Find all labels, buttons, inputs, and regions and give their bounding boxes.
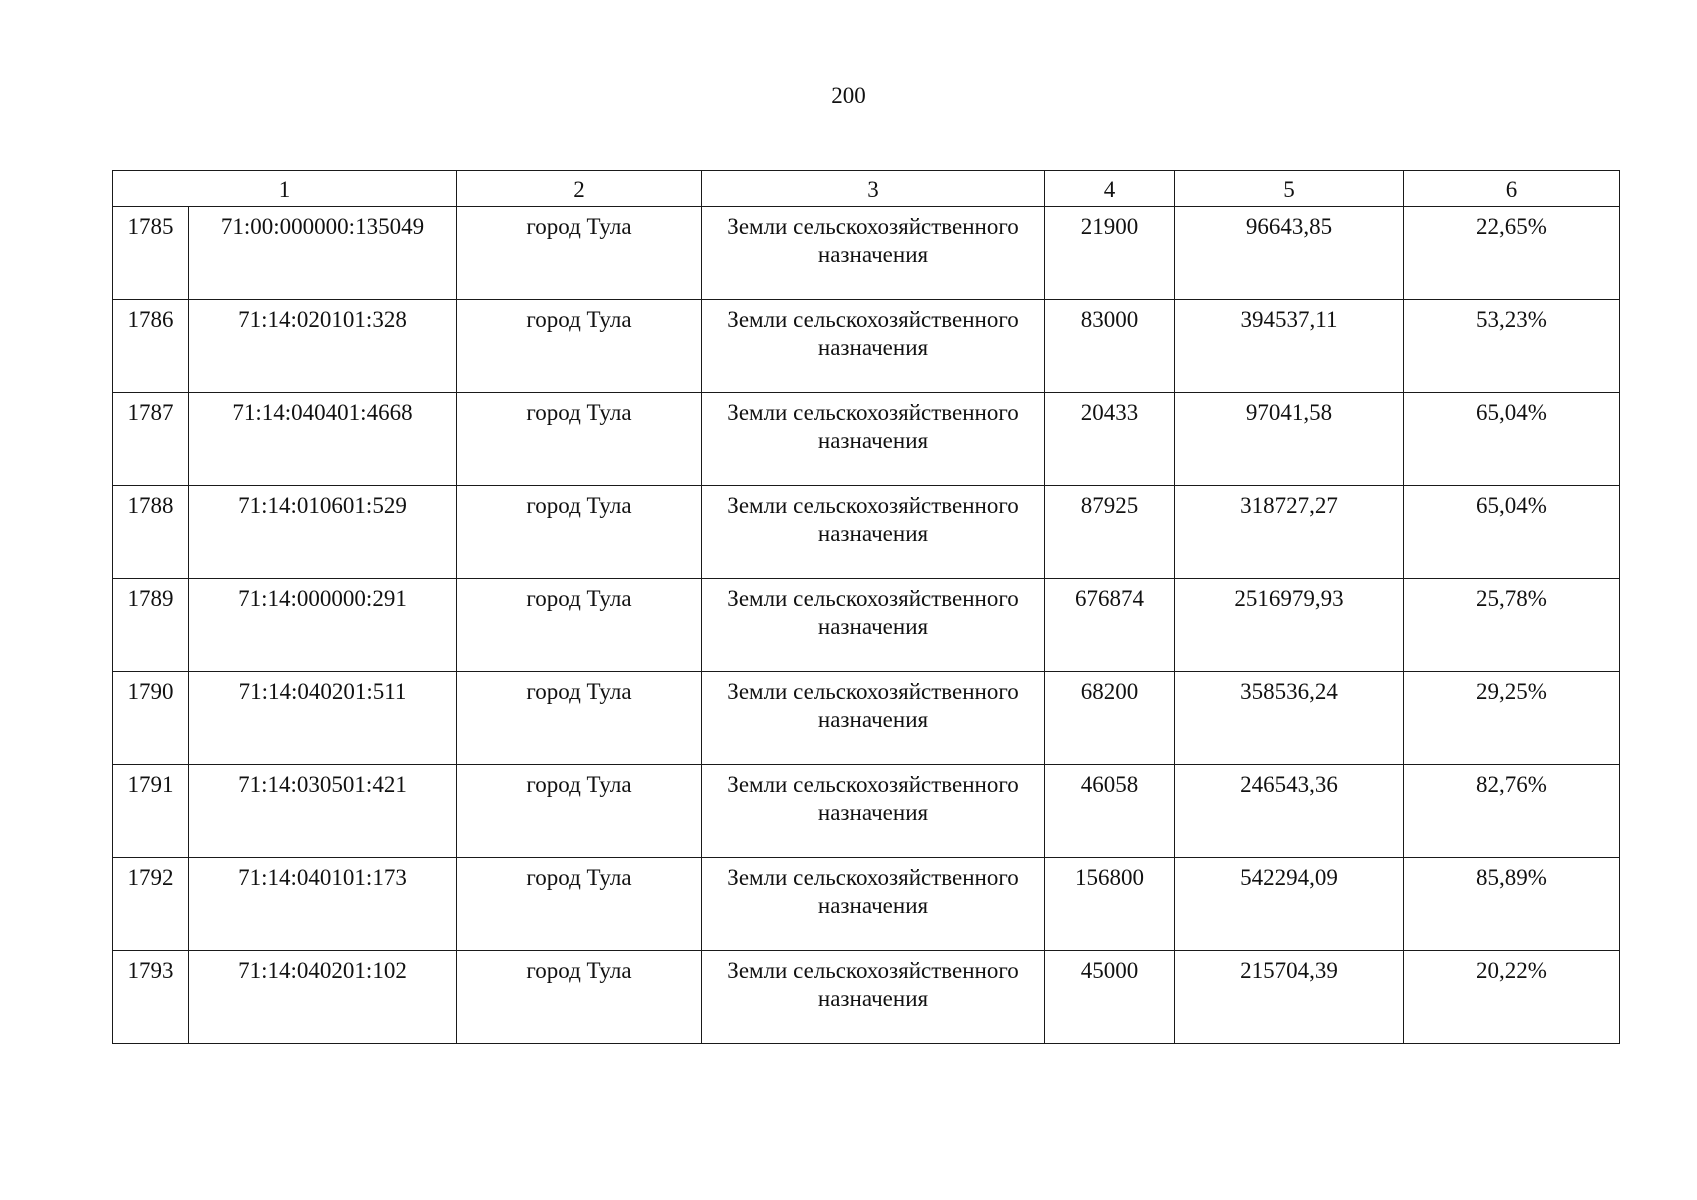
cadastral-value: 96643,85: [1175, 207, 1404, 300]
land-category-line-1: Земли сельскохозяйственного: [727, 679, 1019, 704]
location: город Тула: [457, 672, 702, 765]
row-number: 1793: [113, 951, 189, 1044]
cadastral-number: 71:14:020101:328: [189, 300, 457, 393]
land-category-line-1: Земли сельскохозяйственного: [727, 958, 1019, 983]
land-category: [702, 765, 1045, 858]
header-cell-6: 6: [1404, 171, 1620, 207]
percent: 29,25%: [1404, 672, 1620, 765]
land-category: [702, 300, 1045, 393]
area: 46058: [1045, 765, 1175, 858]
cadastral-value: 215704,39: [1175, 951, 1404, 1044]
cadastral-number: 71:14:000000:291: [189, 579, 457, 672]
location: город Тула: [457, 486, 702, 579]
table-row: [113, 486, 1620, 579]
percent: 65,04%: [1404, 393, 1620, 486]
land-category-line-2: назначения: [817, 800, 929, 825]
cadastral-number: 71:00:000000:135049: [189, 207, 457, 300]
area: 83000: [1045, 300, 1175, 393]
land-category-line-2: назначения: [817, 893, 929, 918]
percent: 53,23%: [1404, 300, 1620, 393]
row-number: 1789: [113, 579, 189, 672]
header-cell-4: 4: [1045, 171, 1175, 207]
land-category: [702, 207, 1045, 300]
cadastral-number: 71:14:040401:4668: [189, 393, 457, 486]
cadastral-value: 97041,58: [1175, 393, 1404, 486]
land-category-line-2: назначения: [817, 335, 929, 360]
location: город Тула: [457, 858, 702, 951]
location: город Тула: [457, 765, 702, 858]
location: город Тула: [457, 951, 702, 1044]
row-number: 1791: [113, 765, 189, 858]
area: 21900: [1045, 207, 1175, 300]
table-row: [113, 765, 1620, 858]
area: 156800: [1045, 858, 1175, 951]
land-category-line-2: назначения: [817, 242, 929, 267]
percent: 25,78%: [1404, 579, 1620, 672]
cadastral-value: 394537,11: [1175, 300, 1404, 393]
row-number: 1788: [113, 486, 189, 579]
land-category-line-2: назначения: [817, 707, 929, 732]
table-row: [113, 579, 1620, 672]
table-row: [113, 672, 1620, 765]
cadastral-value: 2516979,93: [1175, 579, 1404, 672]
percent: 22,65%: [1404, 207, 1620, 300]
header-cell-3: 3: [702, 171, 1045, 207]
row-number: 1792: [113, 858, 189, 951]
table-row: [113, 858, 1620, 951]
table-row: [113, 207, 1620, 300]
land-category-line-2: назначения: [817, 614, 929, 639]
land-category-line-1: Земли сельскохозяйственного: [727, 772, 1019, 797]
location: город Тула: [457, 579, 702, 672]
header-cell-2: 2: [457, 171, 702, 207]
header-cell-5: 5: [1175, 171, 1404, 207]
land-category-line-2: назначения: [817, 428, 929, 453]
land-category-line-2: назначения: [817, 986, 929, 1011]
page-number: 200: [831, 83, 866, 108]
land-category: [702, 858, 1045, 951]
land-category: [702, 951, 1045, 1044]
table-row: [113, 951, 1620, 1044]
cadastral-number: 71:14:030501:421: [189, 765, 457, 858]
land-category-line-1: Земли сельскохозяйственного: [727, 214, 1019, 239]
area: 20433: [1045, 393, 1175, 486]
land-category-line-1: Земли сельскохозяйственного: [727, 865, 1019, 890]
location: город Тула: [457, 300, 702, 393]
area: 68200: [1045, 672, 1175, 765]
area: 45000: [1045, 951, 1175, 1044]
row-number: 1790: [113, 672, 189, 765]
header-cell-1: 1: [113, 171, 457, 207]
land-category: [702, 393, 1045, 486]
percent: 20,22%: [1404, 951, 1620, 1044]
land-registry-table: [112, 170, 1620, 1044]
land-category: [702, 486, 1045, 579]
land-category-line-1: Земли сельскохозяйственного: [727, 307, 1019, 332]
cadastral-value: 358536,24: [1175, 672, 1404, 765]
row-number: 1786: [113, 300, 189, 393]
percent: 65,04%: [1404, 486, 1620, 579]
area: 87925: [1045, 486, 1175, 579]
table-row: [113, 393, 1620, 486]
land-category-line-1: Земли сельскохозяйственного: [727, 400, 1019, 425]
land-category: [702, 579, 1045, 672]
row-number: 1785: [113, 207, 189, 300]
cadastral-number: 71:14:040201:102: [189, 951, 457, 1044]
percent: 85,89%: [1404, 858, 1620, 951]
cadastral-value: 246543,36: [1175, 765, 1404, 858]
cadastral-value: 542294,09: [1175, 858, 1404, 951]
table-row: [113, 300, 1620, 393]
cadastral-number: 71:14:040201:511: [189, 672, 457, 765]
location: город Тула: [457, 207, 702, 300]
land-category-line-1: Земли сельскохозяйственного: [727, 493, 1019, 518]
location: город Тула: [457, 393, 702, 486]
cadastral-number: 71:14:010601:529: [189, 486, 457, 579]
area: 676874: [1045, 579, 1175, 672]
cadastral-number: 71:14:040101:173: [189, 858, 457, 951]
header-row: [113, 171, 1620, 207]
percent: 82,76%: [1404, 765, 1620, 858]
land-category-line-1: Земли сельскохозяйственного: [727, 586, 1019, 611]
land-category-line-2: назначения: [817, 521, 929, 546]
land-category: [702, 672, 1045, 765]
row-number: 1787: [113, 393, 189, 486]
cadastral-value: 318727,27: [1175, 486, 1404, 579]
